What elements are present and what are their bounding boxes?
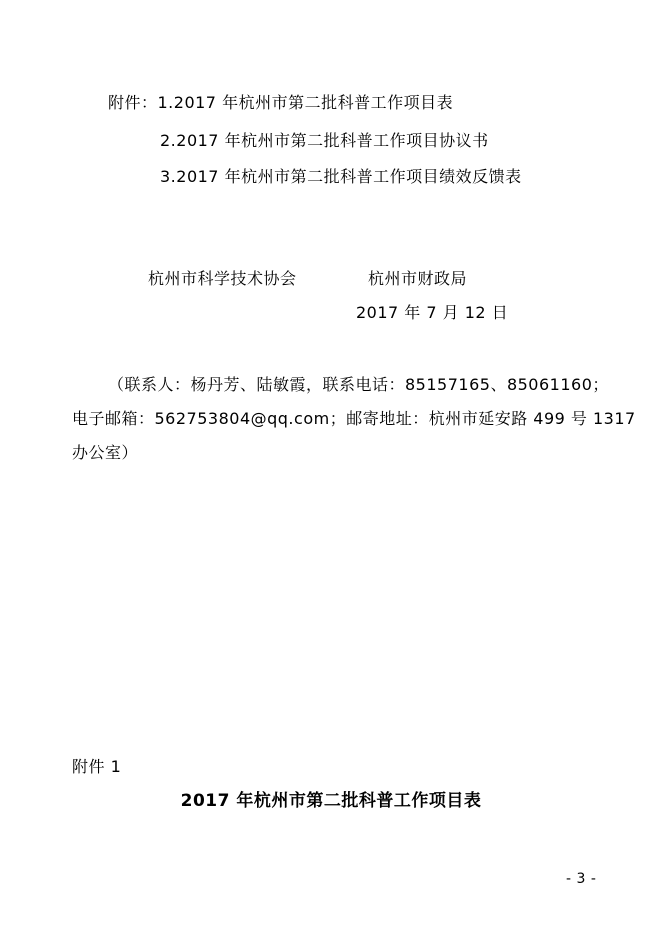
appendix-label: 附件 1: [72, 757, 122, 776]
signature-org-finance: 杭州市财政局: [368, 269, 468, 288]
attachment-item-2: 2.2017 年杭州市第二批科普工作项目协议书: [160, 131, 489, 150]
contact-line-1: （联系人：杨丹芳、陆敏霞，联系电话：85157165、85061160；: [108, 375, 609, 394]
page-number: - 3 -: [566, 871, 597, 887]
signature-org-cast: 杭州市科学技术协会: [148, 269, 297, 288]
contact-line-3: 办公室）: [72, 443, 139, 462]
appendix-title: 2017 年杭州市第二批科普工作项目表: [180, 791, 482, 811]
signature-date: 2017 年 7 月 12 日: [356, 303, 509, 322]
contact-line-2: 电子邮箱：562753804@qq.com；邮寄地址：杭州市延安路 499 号 1317: [72, 409, 636, 428]
attachment-item-3: 3.2017 年杭州市第二批科普工作项目绩效反馈表: [160, 167, 522, 186]
attachment-item-1: 附件：1.2017 年杭州市第二批科普工作项目表: [108, 93, 454, 112]
